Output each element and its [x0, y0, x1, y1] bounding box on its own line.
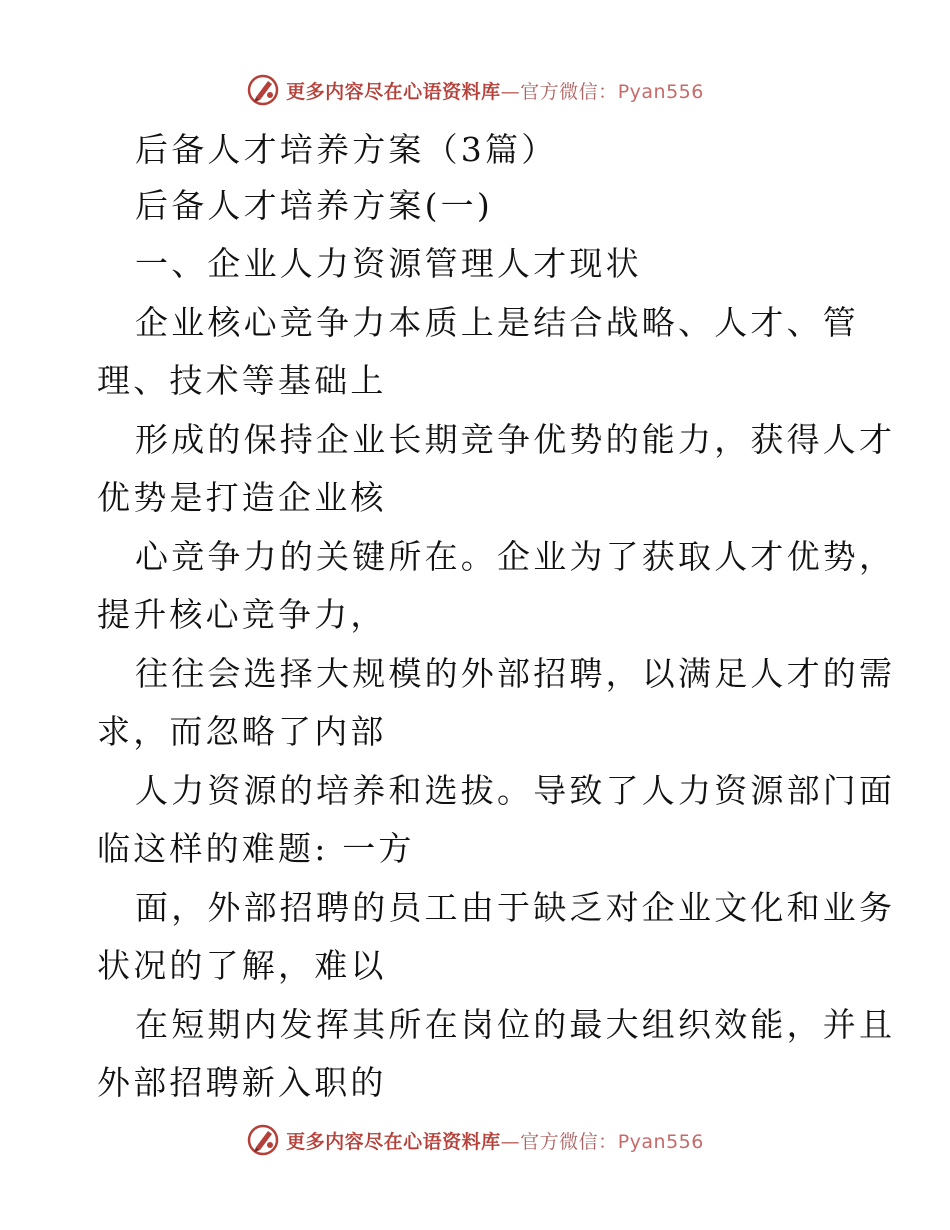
paragraph-line: 优势是打造企业核	[97, 478, 387, 517]
banner-text	[286, 77, 704, 104]
paragraph-line: 人力资源的培养和选拔。导致了人力资源部门面	[135, 771, 896, 810]
footer-banner	[0, 1120, 950, 1160]
paragraph-line: 形成的保持企业长期竞争优势的能力，获得人才	[135, 420, 896, 459]
banner-wechat-id: Pyan556	[617, 1130, 704, 1153]
paragraph-line: 求，而忽略了内部	[97, 712, 387, 751]
paragraph-line: 心竞争力的关键所在。企业为了获取人才优势，	[135, 537, 896, 576]
banner-separator: —	[500, 1130, 521, 1153]
banner-label: 官方微信：	[520, 1130, 618, 1153]
paragraph-line: 面，外部招聘的员工由于缺乏对企业文化和业务	[135, 888, 896, 927]
banner-wechat-id: Pyan556	[617, 80, 704, 103]
paragraph-line: 企业核心竞争力本质上是结合战略、人才、管	[135, 303, 859, 342]
paragraph-line: 理、技术等基础上	[97, 361, 387, 400]
banner-label: 官方微信：	[520, 80, 618, 103]
document-subtitle: 后备人才培养方案(一)	[135, 186, 493, 225]
document-title: 后备人才培养方案（3篇）	[135, 130, 558, 169]
banner-separator: —	[500, 80, 521, 103]
paragraph-line: 往往会选择大规模的外部招聘，以满足人才的需	[135, 654, 896, 693]
paragraph-line: 提升核心竞争力，	[97, 595, 387, 634]
header-banner	[0, 70, 950, 110]
banner-slogan: 更多内容尽在心语资料库	[286, 1130, 501, 1153]
paragraph-line: 临这样的难题: 一方	[97, 829, 415, 868]
section-heading: 一、企业人力资源管理人才现状	[135, 244, 642, 283]
banner-text	[286, 1127, 704, 1154]
pen-seal-icon	[246, 73, 280, 107]
banner-slogan: 更多内容尽在心语资料库	[286, 80, 501, 103]
paragraph-line: 状况的了解，难以	[97, 946, 387, 985]
pen-seal-icon	[246, 1123, 280, 1157]
paragraph-line: 外部招聘新入职的	[97, 1063, 387, 1102]
paragraph-line: 在短期内发挥其所在岗位的最大组织效能，并且	[135, 1005, 896, 1044]
